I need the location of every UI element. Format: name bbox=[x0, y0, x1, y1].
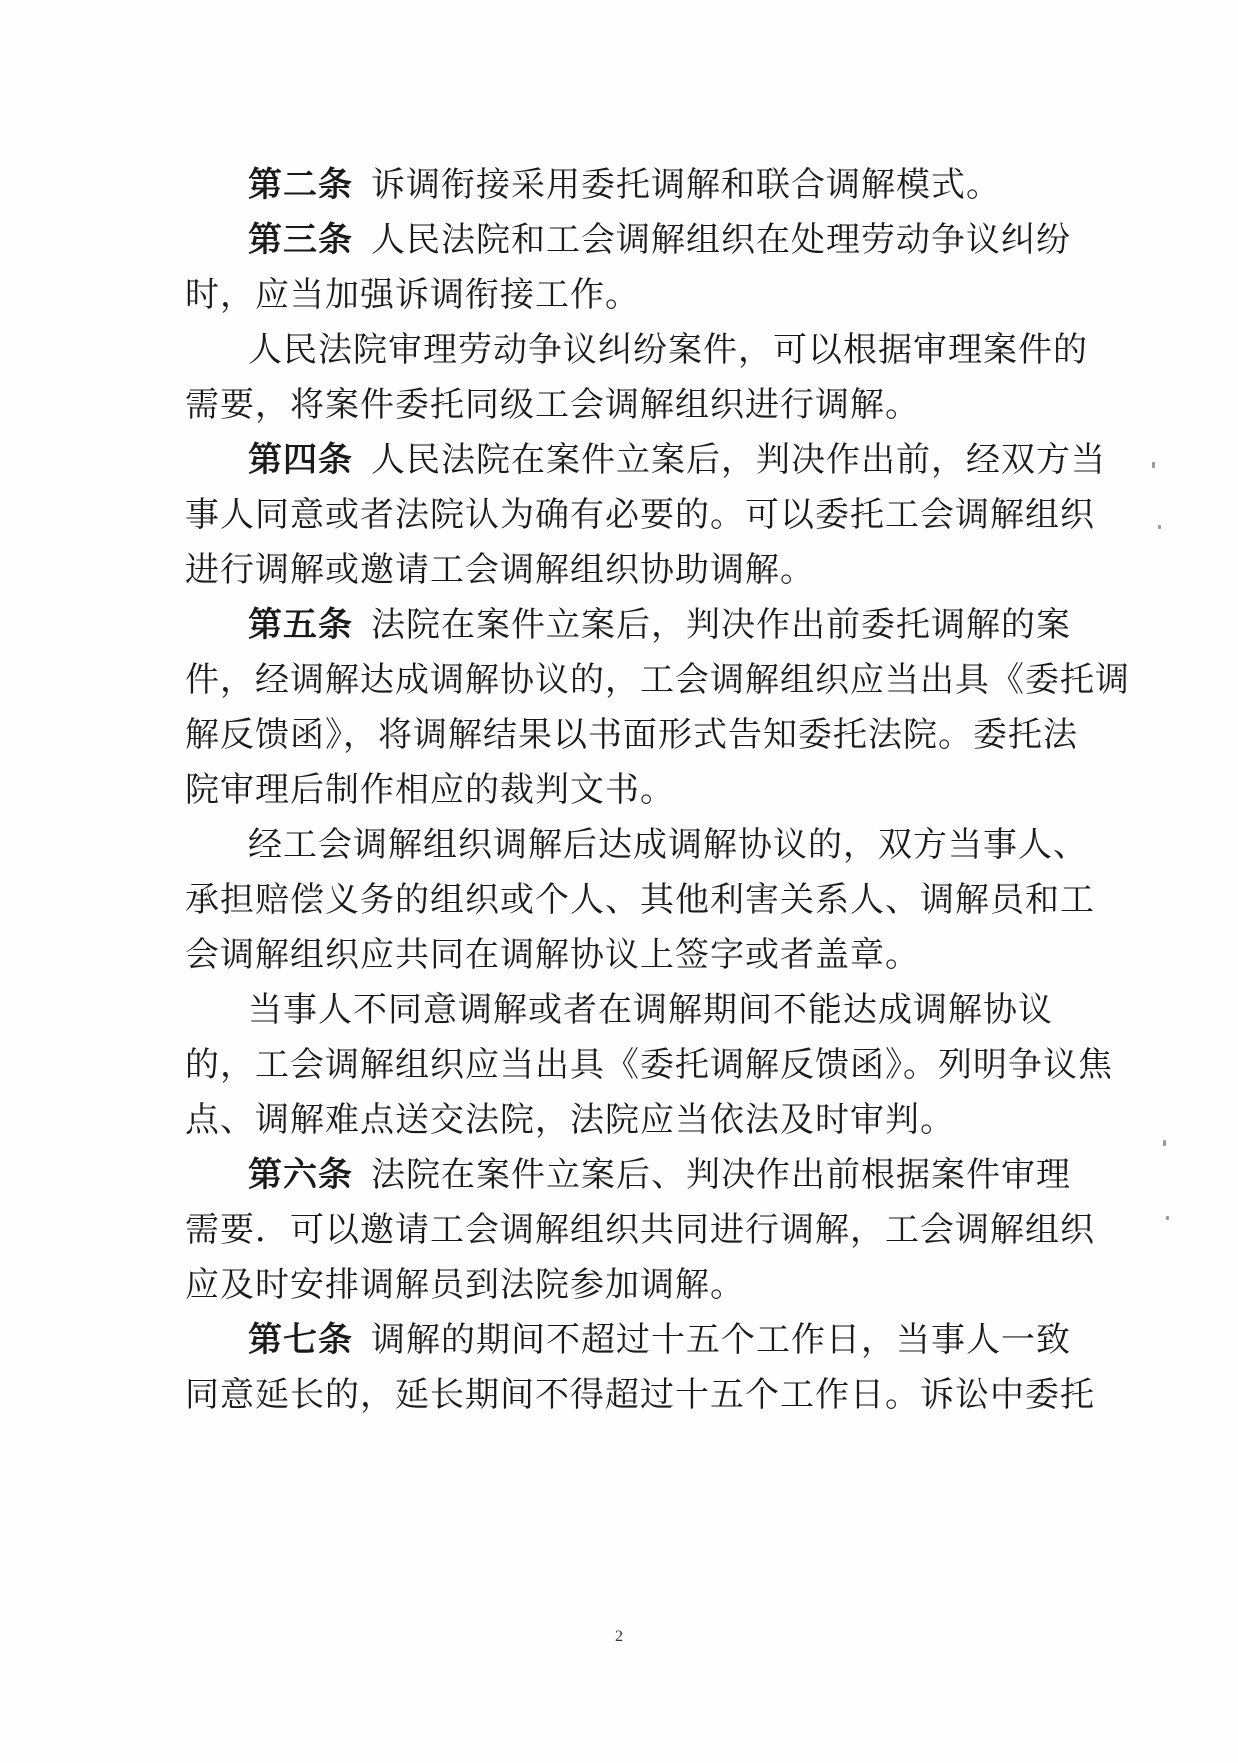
paragraph-5b-line-1 bbox=[248, 825, 1108, 865]
line-text: 人民法院审理劳动争议纠纷案件，可以根据审理案件的 bbox=[248, 330, 1088, 370]
article-7-line-2 bbox=[185, 1375, 1095, 1415]
page-number: 2 bbox=[615, 1628, 623, 1645]
scan-speck bbox=[1163, 1140, 1166, 1146]
line-text: 经工会调解组织调解后达成调解协议的，双方当事人、 bbox=[248, 825, 1088, 865]
line-text: 件，经调解达成调解协议的，工会调解组织应当出具《委托调 bbox=[185, 660, 1130, 700]
article-number: 第五条 bbox=[248, 605, 353, 645]
line-text: 需要，将案件委托同级工会调解组织进行调解。 bbox=[185, 385, 920, 425]
line-text: 会调解组织应共同在调解协议上签字或者盖章。 bbox=[185, 935, 920, 975]
article-5-line-4 bbox=[185, 770, 1045, 810]
line-text: 应及时安排调解员到法院参加调解。 bbox=[185, 1265, 745, 1305]
article-7-line-1 bbox=[248, 1320, 1108, 1360]
paragraph-5b-line-2 bbox=[185, 880, 1095, 920]
line-text: 法院在案件立案后，判决作出前委托调解的案 bbox=[371, 605, 1071, 645]
line-text: 人民法院在案件立案后，判决作出前，经双方当 bbox=[371, 440, 1106, 480]
line-text: 进行调解或邀请工会调解组织协助调解。 bbox=[185, 550, 815, 590]
article-number: 第三条 bbox=[248, 220, 353, 260]
article-4-line-1 bbox=[248, 440, 1108, 480]
line-text: 需要．可以邀请工会调解组织共同进行调解，工会调解组织 bbox=[185, 1210, 1095, 1250]
line-text: 点、调解难点送交法院，法院应当依法及时审判。 bbox=[185, 1100, 955, 1140]
article-number: 第六条 bbox=[248, 1155, 353, 1195]
line-text: 承担赔偿义务的组织或个人、其他利害关系人、调解员和工 bbox=[185, 880, 1095, 920]
article-6-line-2 bbox=[185, 1210, 1095, 1250]
line-text: 院审理后制作相应的裁判文书。 bbox=[185, 770, 675, 810]
scan-speck bbox=[1158, 525, 1161, 529]
article-number: 第四条 bbox=[248, 440, 353, 480]
article-5-line-1 bbox=[248, 605, 1108, 645]
article-2-line-1 bbox=[248, 165, 1108, 205]
article-number: 第七条 bbox=[248, 1320, 353, 1360]
line-text: 的，工会调解组织应当出具《委托调解反馈函》。列明争议焦 bbox=[185, 1045, 1113, 1085]
line-text: 人民法院和工会调解组织在处理劳动争议纠纷 bbox=[371, 220, 1071, 260]
article-4-line-2 bbox=[185, 495, 1095, 535]
line-text: 解反馈函》，将调解结果以书面形式告知委托法院。委托法 bbox=[185, 715, 1078, 755]
line-text: 诉调衔接采用委托调解和联合调解模式。 bbox=[371, 165, 1001, 205]
line-text: 时，应当加强诉调衔接工作。 bbox=[185, 275, 640, 315]
paragraph-5c-line-2 bbox=[185, 1045, 1113, 1085]
scan-speck bbox=[1152, 462, 1155, 468]
line-text: 调解的期间不超过十五个工作日，当事人一致 bbox=[371, 1320, 1071, 1360]
paragraph-5c-line-3 bbox=[185, 1100, 1045, 1140]
article-3-line-1 bbox=[248, 220, 1108, 260]
paragraph-5b-line-3 bbox=[185, 935, 1045, 975]
article-4-line-3 bbox=[185, 550, 1045, 590]
paragraph-5c-line-1 bbox=[248, 990, 1108, 1030]
article-5-line-3 bbox=[185, 715, 1078, 755]
line-text: 事人同意或者法院认为确有必要的。可以委托工会调解组织 bbox=[185, 495, 1095, 535]
scan-speck bbox=[1166, 1216, 1169, 1220]
paragraph-3-line-2 bbox=[185, 385, 1045, 425]
article-6-line-3 bbox=[185, 1265, 1045, 1305]
article-6-line-1 bbox=[248, 1155, 1108, 1195]
line-text: 当事人不同意调解或者在调解期间不能达成调解协议 bbox=[248, 990, 1053, 1030]
paragraph-3-line-1 bbox=[248, 330, 1108, 370]
article-3-line-2 bbox=[185, 275, 1045, 315]
line-text: 法院在案件立案后、判决作出前根据案件审理 bbox=[371, 1155, 1071, 1195]
line-text: 同意延长的，延长期间不得超过十五个工作日。诉讼中委托 bbox=[185, 1375, 1095, 1415]
article-5-line-2 bbox=[185, 660, 1130, 700]
article-number: 第二条 bbox=[248, 165, 353, 205]
